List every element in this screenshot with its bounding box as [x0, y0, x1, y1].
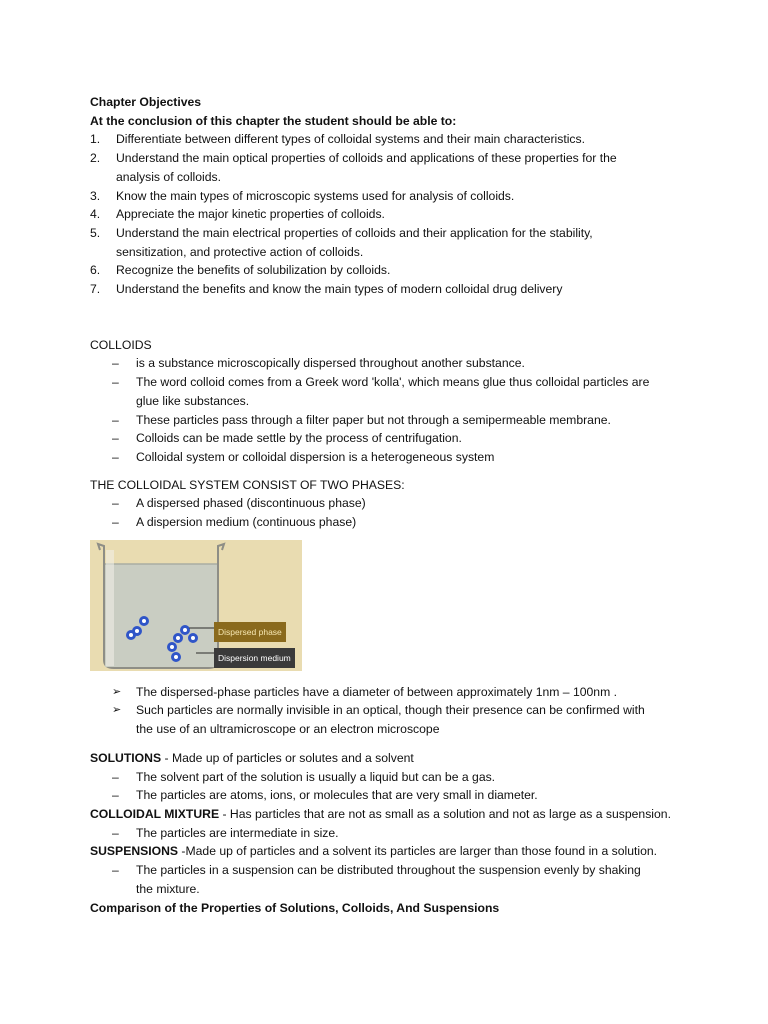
phases-heading: THE COLLOIDAL SYSTEM CONSIST OF TWO PHASES: — [90, 477, 405, 492]
list-item — [90, 494, 730, 513]
comparison-heading: Comparison of the Properties of Solutions, Colloids, And Suspensions — [90, 900, 500, 915]
solutions-definition — [90, 749, 730, 768]
list-item — [90, 224, 730, 261]
item-text: sensitization, and protective action of colloids. — [116, 244, 364, 259]
item-text: Such particles are normally invisible in an optical, though their presence can be confirmed with — [136, 703, 645, 718]
list-item — [90, 205, 730, 224]
list-item — [90, 429, 730, 448]
dash-marker: – — [112, 449, 119, 464]
particle — [169, 643, 176, 650]
item-text: The particles in a suspension can be distributed throughout the suspension evenly by shaking — [136, 863, 641, 878]
list-item — [90, 683, 730, 702]
item-text: Know the main types of microscopic systems used for analysis of colloids. — [116, 188, 515, 203]
item-number: 1. — [90, 132, 101, 147]
item-text: The dispersed-phase particles have a diameter of between approximately 1nm – 100nm . — [136, 684, 617, 699]
item-text: Appreciate the major kinetic properties of colloids. — [116, 207, 385, 222]
list-item — [90, 768, 730, 787]
item-text: Colloids can be made settle by the process of centrifugation. — [136, 431, 462, 446]
item-text: the use of an ultramicroscope or an electron microscope — [136, 722, 440, 737]
particle — [182, 626, 189, 633]
item-text: The particles are intermediate in size. — [136, 825, 339, 840]
dispersed-phase-label: Dispersed phase — [214, 622, 286, 643]
item-text: is a substance microscopically dispersed throughout another substance. — [136, 356, 525, 371]
list-item — [90, 448, 730, 467]
item-text: Recognize the benefits of solubilization by colloids. — [116, 263, 391, 278]
item-text: A dispersion medium (continuous phase) — [136, 515, 357, 530]
item-text: The word colloid comes from a Greek word 'kolla', which means glue thus colloidal particles are — [136, 375, 650, 390]
item-text: Differentiate between different types of colloidal systems and their main characteristics. — [116, 132, 585, 147]
item-number: 6. — [90, 263, 101, 278]
dispersion-medium-label: Dispersion medium — [214, 648, 295, 669]
item-text: the mixture. — [136, 881, 200, 896]
solutions-text: - Made up of particles or solutes and a solvent — [161, 750, 414, 765]
colloidal-mixture-definition — [90, 805, 730, 824]
item-text: Understand the benefits and know the main types of modern colloidal drug delivery — [116, 282, 563, 297]
list-item — [90, 130, 730, 149]
suspensions-text: -Made up of particles and a solvent its particles are larger than those found in a solution. — [178, 844, 658, 859]
item-text: Understand the main optical properties of colloids and applications of these properties for the — [116, 151, 617, 166]
dash-marker: – — [112, 496, 119, 511]
solutions-term: SOLUTIONS — [90, 750, 162, 765]
dash-marker: – — [112, 788, 119, 803]
item-text: The solvent part of the solution is usually a liquid but can be a gas. — [136, 769, 496, 784]
colloid-beaker-figure — [90, 540, 302, 671]
list-item — [90, 187, 730, 206]
suspensions-term: SUSPENSIONS — [90, 844, 179, 859]
dash-marker: – — [112, 431, 119, 446]
item-number: 7. — [90, 282, 101, 297]
colloids-heading: COLLOIDS — [90, 337, 152, 352]
item-number: 3. — [90, 188, 101, 203]
arrow-bullet-icon: ➢ — [112, 704, 122, 717]
dash-marker: – — [112, 356, 119, 371]
list-item — [90, 354, 730, 373]
item-text: These particles pass through a filter paper but not through a semipermeable membrane. — [136, 412, 611, 427]
dash-marker: – — [112, 515, 119, 530]
document-page — [90, 93, 730, 917]
item-number: 4. — [90, 207, 101, 222]
item-text: glue like substances. — [136, 393, 250, 408]
colloidal-mixture-term: COLLOIDAL MIXTURE — [90, 806, 220, 821]
glass-highlight — [106, 550, 114, 666]
list-item — [90, 513, 730, 532]
particle-facts-list — [90, 683, 730, 739]
dash-marker: – — [112, 825, 119, 840]
list-item — [90, 411, 730, 430]
arrow-bullet-icon: ➢ — [112, 685, 122, 698]
objectives-list — [90, 130, 730, 298]
item-text: analysis of colloids. — [116, 169, 221, 184]
item-number: 2. — [90, 151, 101, 166]
item-text: A dispersed phased (discontinuous phase) — [136, 496, 366, 511]
objectives-intro: At the conclusion of this chapter the student should be able to: — [90, 113, 457, 128]
phases-list — [90, 494, 730, 531]
dash-marker: – — [112, 412, 119, 427]
particle — [173, 653, 180, 660]
list-item — [90, 824, 730, 843]
liquid-fill — [105, 564, 217, 667]
dash-marker: – — [112, 375, 119, 390]
item-text: The particles are atoms, ions, or molecules that are very small in diameter. — [136, 788, 538, 803]
objectives-heading: Chapter Objectives — [90, 95, 202, 109]
colloids-list — [90, 354, 730, 466]
list-item — [90, 373, 730, 410]
item-number: 5. — [90, 225, 101, 240]
particle — [141, 617, 148, 624]
list-item — [90, 149, 730, 186]
colloidal-mixture-text: - Has particles that are not as small as a solution and not as large as a suspension. — [219, 806, 671, 821]
list-item — [90, 280, 730, 299]
particle — [134, 627, 141, 634]
list-item — [90, 261, 730, 280]
dash-marker: – — [112, 769, 119, 784]
list-item — [90, 701, 730, 738]
item-text: Understand the main electrical properties of colloids and their application for the stability, — [116, 225, 593, 240]
suspensions-definition — [90, 842, 730, 861]
list-item — [90, 786, 730, 805]
list-item — [90, 861, 730, 898]
item-text: Colloidal system or colloidal dispersion is a heterogeneous system — [136, 449, 495, 464]
dash-marker: – — [112, 863, 119, 878]
particle — [190, 634, 197, 641]
particle — [175, 634, 182, 641]
